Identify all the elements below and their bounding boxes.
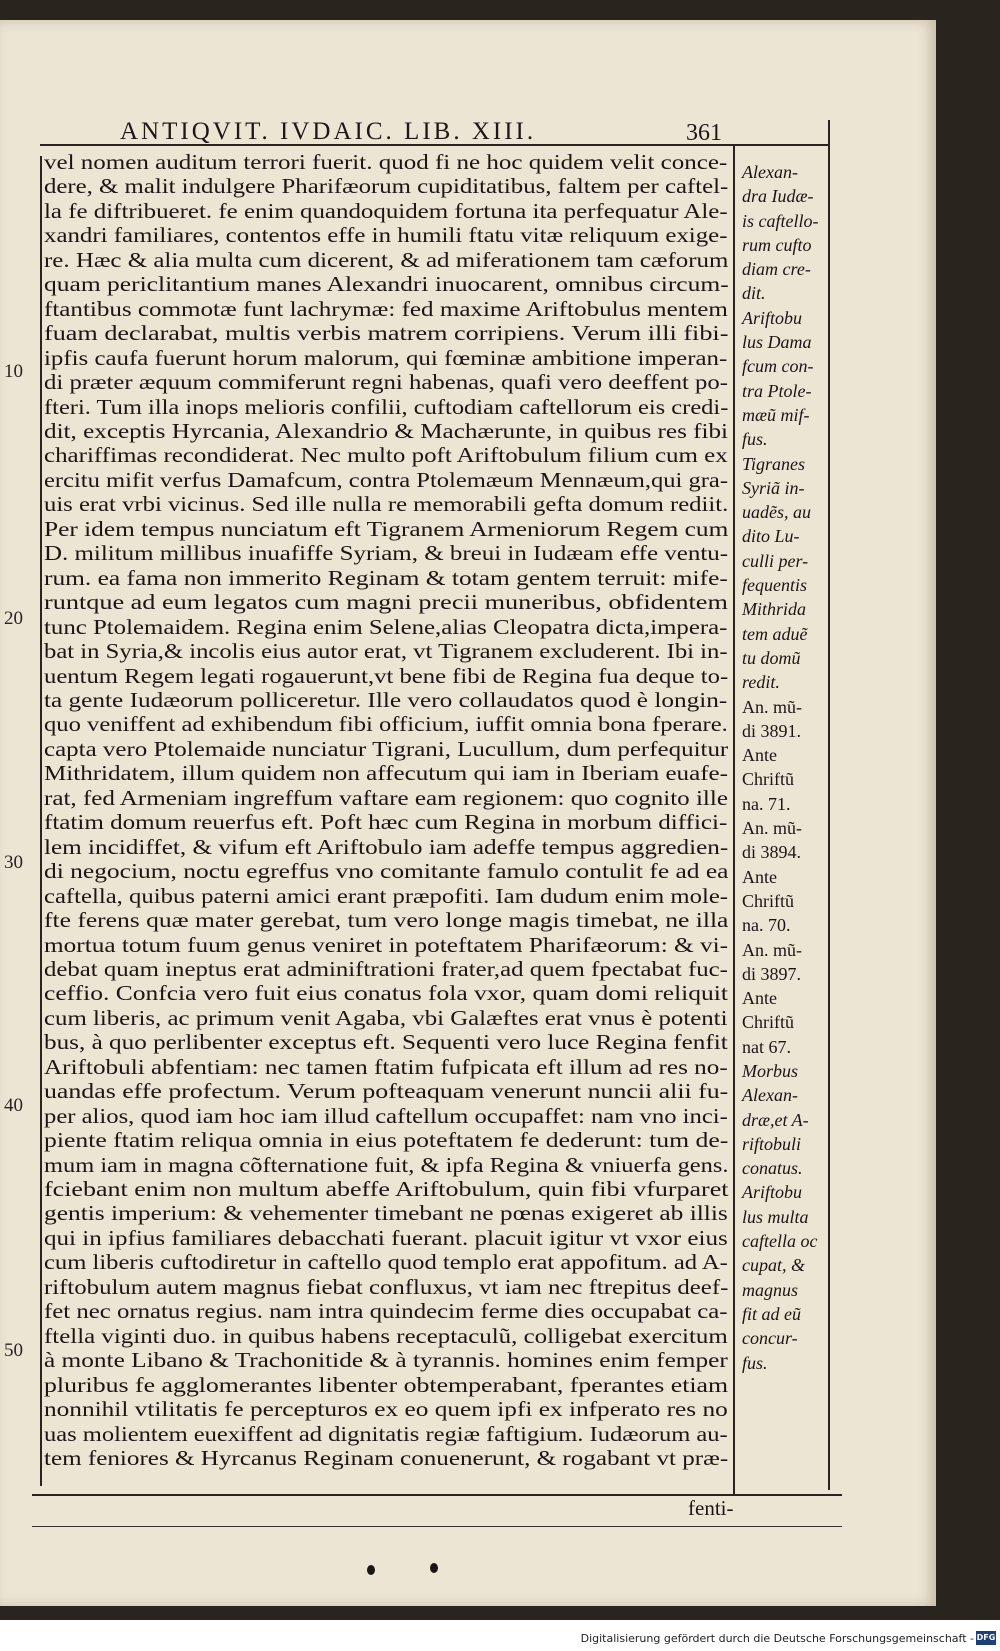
margin-note-line: caftella oc <box>742 1231 818 1252</box>
catchword: fenti- <box>688 1496 734 1520</box>
margin-note-line: cupat, & <box>742 1255 805 1276</box>
margin-note-line: di 3894. <box>742 842 802 863</box>
text-line: bus, à quo perlibenter exceptus eft. Sequenti vero luce Regina fenfit <box>44 1030 728 1055</box>
margin-note-line: uadẽs, au <box>742 502 811 523</box>
margin-note-line: Mithrida <box>742 599 807 620</box>
text-line: ta gente Iudæorum polliceretur. Ille vero collaudatos quod è longin- <box>44 687 728 712</box>
margin-note-line: lus multa <box>742 1206 809 1227</box>
running-head: ANTIQVIT. IVDAIC. LIB. XIII. <box>120 118 537 145</box>
margin-note-line: fus. <box>742 429 768 450</box>
text-line: ercitu mifit verfus Damafcum, contra Ptolemæum Mennæum,qui gra- <box>44 467 729 492</box>
page-dot-right <box>430 1563 438 1573</box>
margin-note-line: tem aduẽ <box>742 623 808 644</box>
text-line: fte ferens quæ mater gerebat, tum vero longe magis timebat, ne illa <box>44 908 729 933</box>
margin-note-line: riftobuli <box>742 1133 802 1154</box>
text-line: caftella, quibus paterni amici erant præpofiti. Iam dudum enim mole- <box>44 883 729 908</box>
line-number-10: 10 <box>4 361 23 382</box>
margin-note-line: Syriã in- <box>742 477 805 498</box>
text-line: cum liberis, ac primum venit Agaba, vbi Galæftes erat vnus è potenti <box>44 1005 728 1030</box>
text-line: vel nomen auditum terrori fuerit. quod fi ne hoc quidem velit conce- <box>44 150 728 174</box>
margin-note-line: Chriftũ <box>742 1012 794 1033</box>
text-line: nonnihil vtilitatis fe percepturos ex eo quem ipfi ex infperato res no <box>44 1397 728 1422</box>
text-line: uandas effe profectum. Verum pofteaquam venerunt nuncii alii fu- <box>44 1079 729 1104</box>
margin-note-line: An. mũ- <box>742 818 802 839</box>
margin-note-line: concur- <box>742 1328 798 1349</box>
margin-notes-column <box>742 160 826 1375</box>
margin-note-line: dito Lu- <box>742 526 800 547</box>
margin-note-line: fus. <box>742 1352 768 1373</box>
text-line: mum iam in magna cõfternatione fuit, & ipfa Regina & vniuerfa gens. <box>44 1152 729 1177</box>
text-line: Mithridatem, illum quidem non affecutum qui iam in Iberiam euafe- <box>44 761 729 786</box>
text-line: ceffio. Confcia vero fuit eius conatus fola vxor, quam domi reliquit <box>44 981 728 1006</box>
text-line: qui in ipfius familiares debacchati fuerant. placuit igitur vt vxor eius <box>44 1225 728 1250</box>
text-line: chariffimas recondiderat. Nec multo poft Ariftobulum filium cum ex <box>44 443 728 468</box>
text-line: capta vero Ptolemaide nunciatur Tigrani, Lucullum, dum perfequitur <box>44 736 729 761</box>
text-line: quam periclitantium manes Alexandri inuocarent, omnibus circum- <box>44 272 729 297</box>
text-line: fciebant enim non multum abeffe Ariftobulum, quin fibi vfurparet <box>44 1177 729 1202</box>
margin-note-line: tra Ptole- <box>742 380 812 401</box>
dfg-logo: DFG <box>976 1631 996 1645</box>
margin-note-line: culli per- <box>742 550 809 571</box>
text-line: di præter æquum commiferunt regni habenas, quafi vero deeffent po- <box>44 370 729 395</box>
margin-note-line: di 3897. <box>742 963 802 984</box>
margin-note-line: lus Dama <box>742 332 812 353</box>
margin-note-line: Chriftũ <box>742 769 794 790</box>
text-line: bat in Syria,& incolis eius autor erat, vt Tigranem excluderent. Ibi in- <box>44 639 728 664</box>
left-rule <box>40 156 42 1486</box>
margin-note-line: dræ,et A- <box>742 1109 809 1130</box>
margin-note-line: dra Iudæ- <box>742 186 814 207</box>
margin-note-line: fit ad eũ <box>742 1303 801 1324</box>
text-line: D. militum millibus inuafiffe Syriam, & breui in Iudæam effe ventu- <box>44 541 729 566</box>
text-line: debat quam ineptus erat adminiftrationi frater,ad quem fpectabat fuc- <box>44 956 728 981</box>
text-line: xandri familiares, contentos effe in humili ftatu vitæ reliquum exige- <box>44 223 728 248</box>
margin-note-line: Alexan- <box>742 1085 798 1106</box>
margin-note-line: An. mũ- <box>742 939 802 960</box>
page-dot-left <box>367 1565 375 1575</box>
margin-note-line: Chriftũ <box>742 890 794 911</box>
text-line: ftatim domum reuerfus eft. Poft hæc cum Regina in morbum diffici- <box>44 810 728 835</box>
text-line: per alios, quod iam hoc iam illud caftellum occupaffet: nam vno inci- <box>44 1103 728 1128</box>
text-line: cum liberis cuftodiretur in caftello quod templo erat appofitum. ad A- <box>44 1250 728 1275</box>
margin-note-line: redit. <box>742 672 780 693</box>
text-line: dere, & malit indulgere Pharifæorum cupiditatibus, faltem per caftel- <box>44 174 729 199</box>
margin-note-line: nat 67. <box>742 1036 791 1057</box>
line-number-20: 20 <box>4 608 23 629</box>
text-line: dit, exceptis Hyrcania, Alexandrio & Machærunte, in quibus res fibi <box>44 418 729 443</box>
margin-note-line: di 3891. <box>742 720 802 741</box>
text-line: Ariftobuli abfentiam: nec tamen ftatim fufpicata eft illum ad res no- <box>44 1054 728 1079</box>
text-line: tunc Ptolemaidem. Regina enim Selene,alias Cleopatra dicta,impera- <box>44 614 728 639</box>
main-text-column <box>44 150 730 1470</box>
text-line: à monte Libano & Trachonitide & à tyrannis. homines enim femper <box>44 1348 728 1373</box>
line-number-40: 40 <box>4 1095 23 1116</box>
text-line: uas molientem euexiffent ad dignitatis regiæ faftigium. Iudæorum au- <box>44 1421 728 1446</box>
text-line: ftella viginti duo. in quibus habens receptaculũ, colligebat exercitum <box>44 1323 728 1348</box>
text-line: ipfis caufa fuerunt horum malorum, qui fœminæ ambitione imperan- <box>44 345 728 370</box>
margin-note-line: magnus <box>742 1279 799 1300</box>
margin-note-line: fcum con- <box>742 356 814 377</box>
text-line: fet nec ornatus regius. nam intra quindecim ferme dies occupabat ca- <box>44 1299 728 1324</box>
margin-note-line: fequentis <box>742 575 807 596</box>
margin-note-line: Ante <box>742 988 777 1009</box>
text-line: pluribus fe agglomerantes libenter obtemperabant, fperantes etiam <box>44 1372 729 1397</box>
text-line: quo veniffent ad exhibendum fibi officium, iuffit omnia bona fperare. <box>44 712 728 737</box>
text-line: ftantibus commotæ funt lachrymæ: fed maxime Ariftobulus mentem <box>44 296 728 321</box>
margin-note-line: An. mũ- <box>742 696 802 717</box>
margin-note-line: is caftello- <box>742 210 819 231</box>
margin-note-line: dit. <box>742 283 766 304</box>
text-line: lem incidiffet, & vifum eft Ariftobulo iam adeffe tempus aggredien- <box>44 834 729 859</box>
text-line: re. Hæc & alia multa cum dicerent, & ad miferationem tam cæforum <box>44 247 729 272</box>
line-number-50: 50 <box>4 1340 23 1361</box>
bottom-rule-thin <box>32 1526 842 1527</box>
text-line: di negocium, noctu egreffus vno comitante famulo contulit fe ad ea <box>44 859 729 884</box>
margin-note-line: tu domũ <box>742 647 801 668</box>
text-line: mortua totum fuum genus veniret in poteftatem Pharifæorum: & vi- <box>44 932 729 957</box>
text-line: uis erat vrbi vicinus. Sed ille nulla re memorabili gefta domum rediit. <box>44 492 729 517</box>
text-line: tem feniores & Hyrcanus Reginam conuenerunt, & rogabant vt præ- <box>44 1446 729 1471</box>
text-line: rum. ea fama non immerito Reginam & totam gentem terruit: mife- <box>44 565 728 590</box>
line-number-30: 30 <box>4 852 23 873</box>
text-line: gentis imperium: & vehementer timebant ne pœnas exigeret ab illis <box>44 1201 728 1226</box>
footer-credit: Digitalisierung gefördert durch die Deutsche Forschungsgemeinschaft - <box>580 1632 974 1645</box>
margin-note-line: na. 71. <box>742 793 791 814</box>
margin-note-line: Tigranes <box>742 453 806 474</box>
margin-note-line: conatus. <box>742 1158 803 1179</box>
margin-note-line: Ariftobu <box>742 307 803 328</box>
text-line: Per idem tempus nunciatum eft Tigranem Armeniorum Regem cum <box>44 516 729 541</box>
margin-note-line: rum cufto <box>742 234 812 255</box>
text-line: la fe diftribueret. fe enim quandoquidem fortuna ita perfequatur Ale- <box>44 198 728 223</box>
text-line: rat, fed Armeniam ingreffum vaftare eam regionem: quo cognito ille <box>44 785 728 810</box>
margin-note-line: Alexan- <box>742 162 798 182</box>
margin-note-line: Ante <box>742 866 777 887</box>
text-line: fteri. Tum illa inops melioris confilii, cuftodiam caftellorum eis credi- <box>44 394 729 419</box>
text-line: fuam declarabat, multis verbis matrem corripiens. Verum illi fibi- <box>44 321 729 346</box>
margin-note-line: Ariftobu <box>742 1182 803 1203</box>
text-line: runtque ad eum legatos cum magni precii muneribus, obfidentem <box>44 590 728 615</box>
margin-note-line: diam cre- <box>742 259 811 280</box>
page-number: 361 <box>686 120 722 146</box>
text-line: riftobulum autem magnus fiebat confluxus, vt iam nec ftrepitus deef- <box>44 1274 729 1299</box>
text-line: piente ftatim reliqua omnia in eius poteftatem fe dederunt: tum de- <box>44 1128 729 1153</box>
top-rule <box>40 144 830 146</box>
margin-note-line: na. 70. <box>742 915 791 936</box>
margin-note-line: mæũ mif- <box>742 404 810 425</box>
margin-note-line: Ante <box>742 745 777 766</box>
text-line: uentum Regem legati rogauerunt,vt bene fibi de Regina fua deque to- <box>44 663 729 688</box>
margin-note-line: Morbus <box>742 1060 799 1081</box>
